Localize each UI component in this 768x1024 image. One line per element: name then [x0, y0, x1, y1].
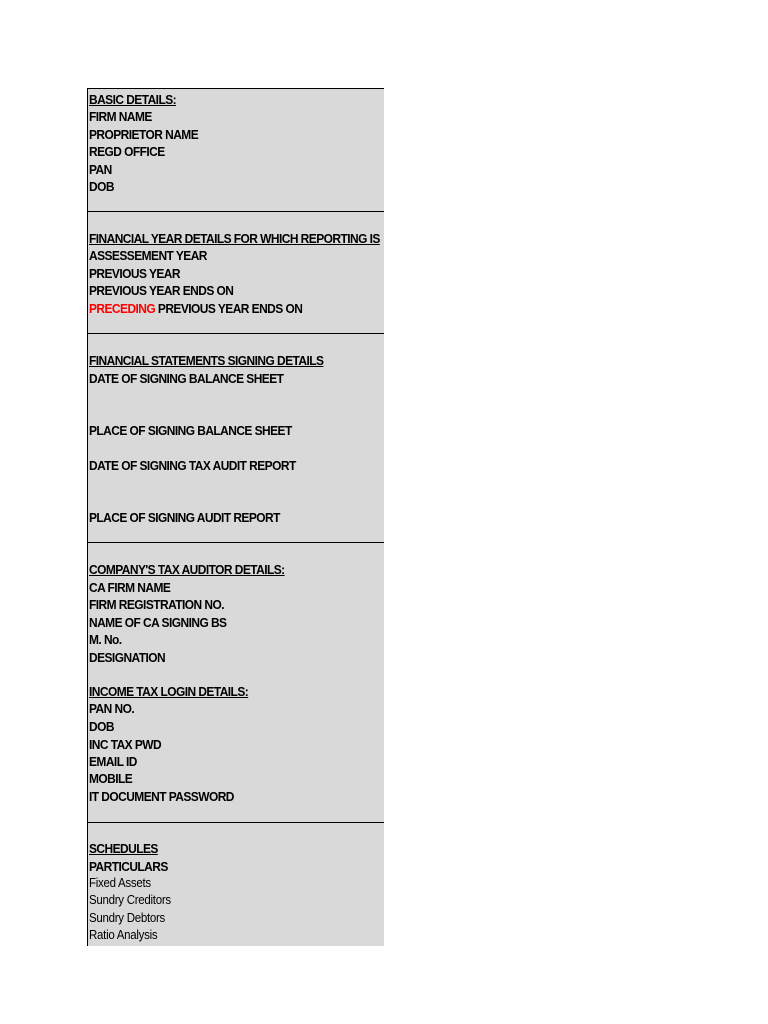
- field-preceding-previous-year-ends: [89, 300, 302, 317]
- schedule-item: Ratio Analysis: [89, 928, 158, 942]
- field-dob: DOB: [89, 179, 114, 194]
- field-pan-no: PAN NO.: [89, 701, 135, 716]
- schedule-item: Fixed Assets: [89, 876, 151, 890]
- field-designation: DESIGNATION: [89, 650, 166, 665]
- field-firm-registration-no: FIRM REGISTRATION NO.: [89, 597, 225, 612]
- section-divider: [88, 822, 384, 823]
- section-divider: [88, 542, 384, 543]
- field-name-ca-signing: NAME OF CA SIGNING BS: [89, 615, 227, 630]
- signing-details-heading: FINANCIAL STATEMENTS SIGNING DETAILS: [89, 353, 324, 368]
- field-pan: PAN: [89, 162, 112, 177]
- tax-auditor-heading: COMPANY'S TAX AUDITOR DETAILS:: [89, 562, 285, 577]
- field-place-signing-bs: PLACE OF SIGNING BALANCE SHEET: [89, 423, 292, 438]
- field-previous-year-ends: PREVIOUS YEAR ENDS ON: [89, 283, 234, 298]
- field-it-document-password: IT DOCUMENT PASSWORD: [89, 789, 234, 804]
- field-place-signing-ar: PLACE OF SIGNING AUDIT REPORT: [89, 510, 280, 525]
- schedule-item: Sundry Debtors: [89, 911, 166, 925]
- section-divider: [88, 333, 384, 334]
- field-regd-office: REGD OFFICE: [89, 144, 165, 159]
- schedules-heading: SCHEDULES: [89, 841, 158, 856]
- worksheet-panel: [87, 88, 384, 946]
- field-assessment-year: ASSESSEMENT YEAR: [89, 248, 207, 263]
- basic-details-heading: BASIC DETAILS:: [89, 92, 177, 107]
- field-inc-tax-pwd: INC TAX PWD: [89, 737, 162, 752]
- field-date-signing-bs: DATE OF SIGNING BALANCE SHEET: [89, 371, 284, 386]
- income-tax-login-heading: INCOME TAX LOGIN DETAILS:: [89, 684, 249, 699]
- particulars-subheading: PARTICULARS: [89, 859, 168, 874]
- field-m-no: M. No.: [89, 632, 122, 647]
- field-previous-year: PREVIOUS YEAR: [89, 266, 180, 281]
- field-proprietor-name: PROPRIETOR NAME: [89, 127, 199, 142]
- preceding-rest: PREVIOUS YEAR ENDS ON: [155, 301, 303, 316]
- field-login-dob: DOB: [89, 719, 114, 734]
- field-ca-firm-name: CA FIRM NAME: [89, 580, 171, 595]
- field-date-signing-tar: DATE OF SIGNING TAX AUDIT REPORT: [89, 458, 296, 473]
- field-mobile: MOBILE: [89, 771, 133, 786]
- financial-year-heading: FINANCIAL YEAR DETAILS FOR WHICH REPORTING IS: [89, 231, 380, 246]
- schedule-item: Sundry Creditors: [89, 893, 171, 907]
- preceding-highlight: PRECEDING: [89, 301, 156, 316]
- field-firm-name: FIRM NAME: [89, 109, 152, 124]
- section-divider: [88, 211, 384, 212]
- field-email-id: EMAIL ID: [89, 754, 137, 769]
